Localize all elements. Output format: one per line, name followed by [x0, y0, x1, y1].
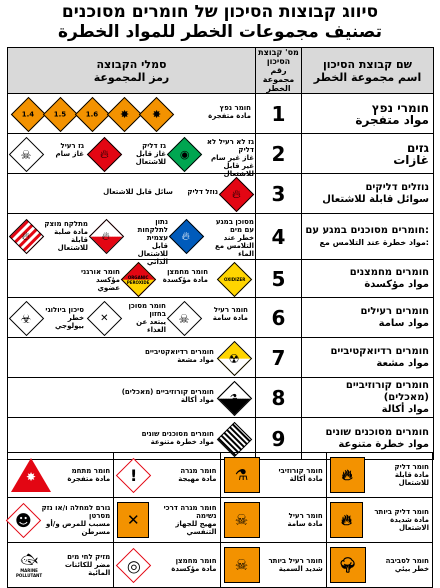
flammable-liquid-icon: 🔥︎: [220, 178, 252, 210]
health-hazard-icon: ☻: [11, 504, 36, 536]
radioactive-icon: ☢: [218, 342, 250, 374]
flammable-gas-label: גז דליק غاز قابل للاشتعال: [135, 142, 166, 166]
flammable-liquid-label-ar: سائل قابل للاشتعال: [103, 188, 173, 196]
group-row-6: [8, 298, 434, 338]
group-symbols-4: [8, 214, 256, 266]
misc-hazard-icon: [218, 423, 250, 455]
group-number-7: 7: [256, 338, 302, 378]
groups-table: [7, 47, 434, 460]
flammable-solid-label: מתלקח מוצק مادة صلبة قابلة للاشتعال: [44, 220, 88, 252]
group-name-2: גזים غازات: [302, 134, 434, 174]
group-name-6: חומרים רעילים مواد سامة: [302, 298, 434, 338]
warning-triangle-icon: ✸: [11, 458, 51, 492]
flame-circle-icon: ◎: [117, 549, 149, 581]
group-number-5: 5: [256, 260, 302, 298]
group-symbols-2: [8, 134, 256, 178]
group-number-1: 1: [256, 94, 302, 134]
flame-square-icon: 🔥︎: [330, 457, 365, 493]
flame-plus-square-icon: 🔥︎: [330, 502, 363, 538]
group-name-header: שם קבוצת הסיכון اسم مجموعة الخطر: [302, 48, 434, 94]
flammable-solid-icon: 🔥︎: [10, 220, 42, 252]
ghs-cell-respiratory: ✕ חומר מגרה דרכי נשימה مهيج للجهاز التنفسي: [114, 498, 220, 543]
explosive-1-6-icon: 1.6: [76, 98, 108, 130]
explosive-bomb-icon-2: ✸: [140, 98, 172, 130]
symbols-header: סמלי הקבוצה رمز المجموعة: [8, 48, 256, 94]
group-number-9: 9: [256, 418, 302, 460]
explosive-label: חומר נפץ مادة متفجرة: [208, 104, 251, 120]
group-row-2: [8, 134, 434, 174]
organic-peroxide-icon: ORGANIC PEROXIDE: [122, 263, 154, 295]
group-number-3: 3: [256, 174, 302, 214]
toxic-icon: ☠: [168, 302, 200, 334]
group-name-5: חומרים מחמצנים مواد مؤكسدة: [302, 260, 434, 298]
group-symbols-6: [8, 298, 256, 338]
environment-square-icon: 🌳︎: [330, 547, 366, 583]
skull-plus-square-icon: ☠: [224, 547, 260, 583]
harmful-food-label: חומר מסוכן בחזון يبتعد عن الغذاء: [128, 302, 166, 334]
table-header: [8, 48, 434, 94]
group-name-7: חומרים רדיואקטיביים مواد مشعة: [302, 338, 434, 378]
group-row-3: [8, 174, 434, 214]
group-name-8: חומרים קורוזיביים (מאכלים) مواد أكالة: [302, 378, 434, 418]
explosive-bomb-icon: ✸: [108, 98, 140, 130]
group-symbols-3: [8, 174, 256, 214]
ghs-cell-highly-flammable: 🔥︎ חומר דליק ביותר مادة شديدة الاشتعال: [326, 498, 432, 543]
ghs-cell-corrosive: ⚗ חומר קורוזיבי مادة أكالة: [220, 453, 326, 498]
harmful-food-icon: ✕: [88, 302, 120, 334]
toxic-gas-icon: ☠: [10, 138, 42, 170]
group-number-8: 8: [256, 378, 302, 418]
ghs-row-3: [8, 543, 433, 588]
group-row-5: [8, 260, 434, 298]
organic-peroxide-label: חומר אורגני مؤكسد عضوي: [80, 268, 120, 292]
dangerous-when-wet-label: מסוכן במגע עם מים خطر عند التلامس مع الماء: [215, 218, 254, 258]
radioactive-label: חומרים רדיואקטיביים مواد مشعة: [145, 348, 214, 364]
group-number-2: 2: [256, 134, 302, 174]
group-symbols-7: [8, 338, 256, 378]
ghs-cell-health: ☻ גורם למחלה ו/או נזק מסרטן مسبب للمرض و/أو مسرطن: [8, 498, 114, 543]
ghs-cell-environment: 🌳︎ חומר לסביבה خطر بيئي: [326, 543, 432, 588]
group-symbols-8: [8, 378, 256, 418]
spontaneous-combustion-label: נתון לתלקחות עצמית قابل للاشتعال الذاتي: [137, 218, 168, 266]
group-no-header: מס' קבוצת הסיכון رقم مجموعة الخطر: [256, 48, 302, 94]
corrosive-square-icon: ⚗: [224, 457, 260, 493]
explosive-1-5-icon: 1.5: [44, 98, 76, 130]
oxidizer-icon: OXIDIZER: [218, 263, 250, 295]
marine-pollutant-icon: 🐟︎ MARINE POLLUTANT: [16, 552, 43, 578]
ghs-row-2: [8, 498, 433, 543]
group-number-4: 4: [256, 214, 302, 260]
biohazard-label: סיכון ביולוגי خطر بيولوجي: [45, 306, 84, 330]
biohazard-icon: ☣: [10, 302, 42, 334]
ghs-row-1: [8, 453, 433, 498]
ghs-symbols-table: [7, 452, 433, 588]
misc-hazard-label: חומרים מסוכנים שונים مواد خطرة متنوعة: [141, 430, 214, 446]
ghs-cell-flammable: 🔥︎ חומר דליק مادة قابلة للاشتعال: [326, 453, 432, 498]
ghs-cell-marine: 🐟︎ MARINE POLLUTANT מזיק לחי מים مضر للكائنات المائية: [8, 543, 114, 588]
group-name-9: חומרים מסוכנים שונים مواد خطرة متنوعة: [302, 418, 434, 460]
group-name-3: נוזלים דליקים سوائل قابلة للاشتعال: [302, 174, 434, 214]
toxic-label: חומר רעיל مادة سامة: [212, 306, 248, 322]
group-number-6: 6: [256, 298, 302, 338]
ghs-cell-explosive: ✸ חומר מתחמ مادة متفجرة: [8, 453, 114, 498]
non-flammable-gas-label: גז לא רעיל לא דליק غاز غير سام غير قابل للاشتعال: [206, 138, 254, 178]
title-arabic: تصنيف مجموعات الخطر للمواد الخطرة: [57, 22, 382, 42]
title-hebrew: סיווג קבוצות הסיכון של חומרים מסוכנים: [61, 2, 379, 22]
harmful-x-icon: ✕: [117, 502, 149, 538]
group-name-1: חומרי נפץ مواد متفجرة: [302, 94, 434, 134]
corrosive-label: חומרים קורוזיביים (מאכלים) مواد أكالة: [121, 388, 214, 404]
non-flammable-gas-icon: ◉: [168, 138, 200, 170]
ghs-cell-toxic: ☠ חומר רעיל مادة سامة: [220, 498, 326, 543]
ghs-cell-oxidizer: ◎ חומר מחמצן مادة مؤكسدة: [114, 543, 220, 588]
toxic-gas-label: גז רעיל غاز سام: [55, 142, 84, 158]
explosive-1-4-icon: 1.4: [12, 98, 44, 130]
skull-square-icon: ☠: [224, 502, 260, 538]
group-symbols-1: [8, 94, 256, 134]
oxidizer-label: חומר מחמצן مادة مؤكسدة: [162, 268, 208, 284]
dangerous-when-wet-icon: 🔥︎: [170, 220, 202, 252]
group-row-8: [8, 378, 434, 418]
corrosive-icon: ⚗: [218, 382, 250, 414]
ghs-cell-very-toxic: ☠ חומר רעיל ביותר شديد السمية: [220, 543, 326, 588]
group-row-1: [8, 94, 434, 134]
group-symbols-5: [8, 260, 256, 298]
group-row-4: [8, 214, 434, 260]
group-row-7: [8, 338, 434, 378]
group-name-4: חומרים מסוכנים במגע עם: مواد خطرة عند التلامس مع:: [302, 214, 434, 260]
flammable-gas-icon: 🔥︎: [88, 138, 120, 170]
spontaneous-combustion-icon: 🔥︎: [90, 220, 122, 252]
exclamation-icon: !: [117, 459, 149, 491]
ghs-cell-irritant: ! חומר מגרה مادة مهيجة: [114, 453, 220, 498]
flammable-liquid-label-he: נוזל דליק: [187, 188, 218, 196]
